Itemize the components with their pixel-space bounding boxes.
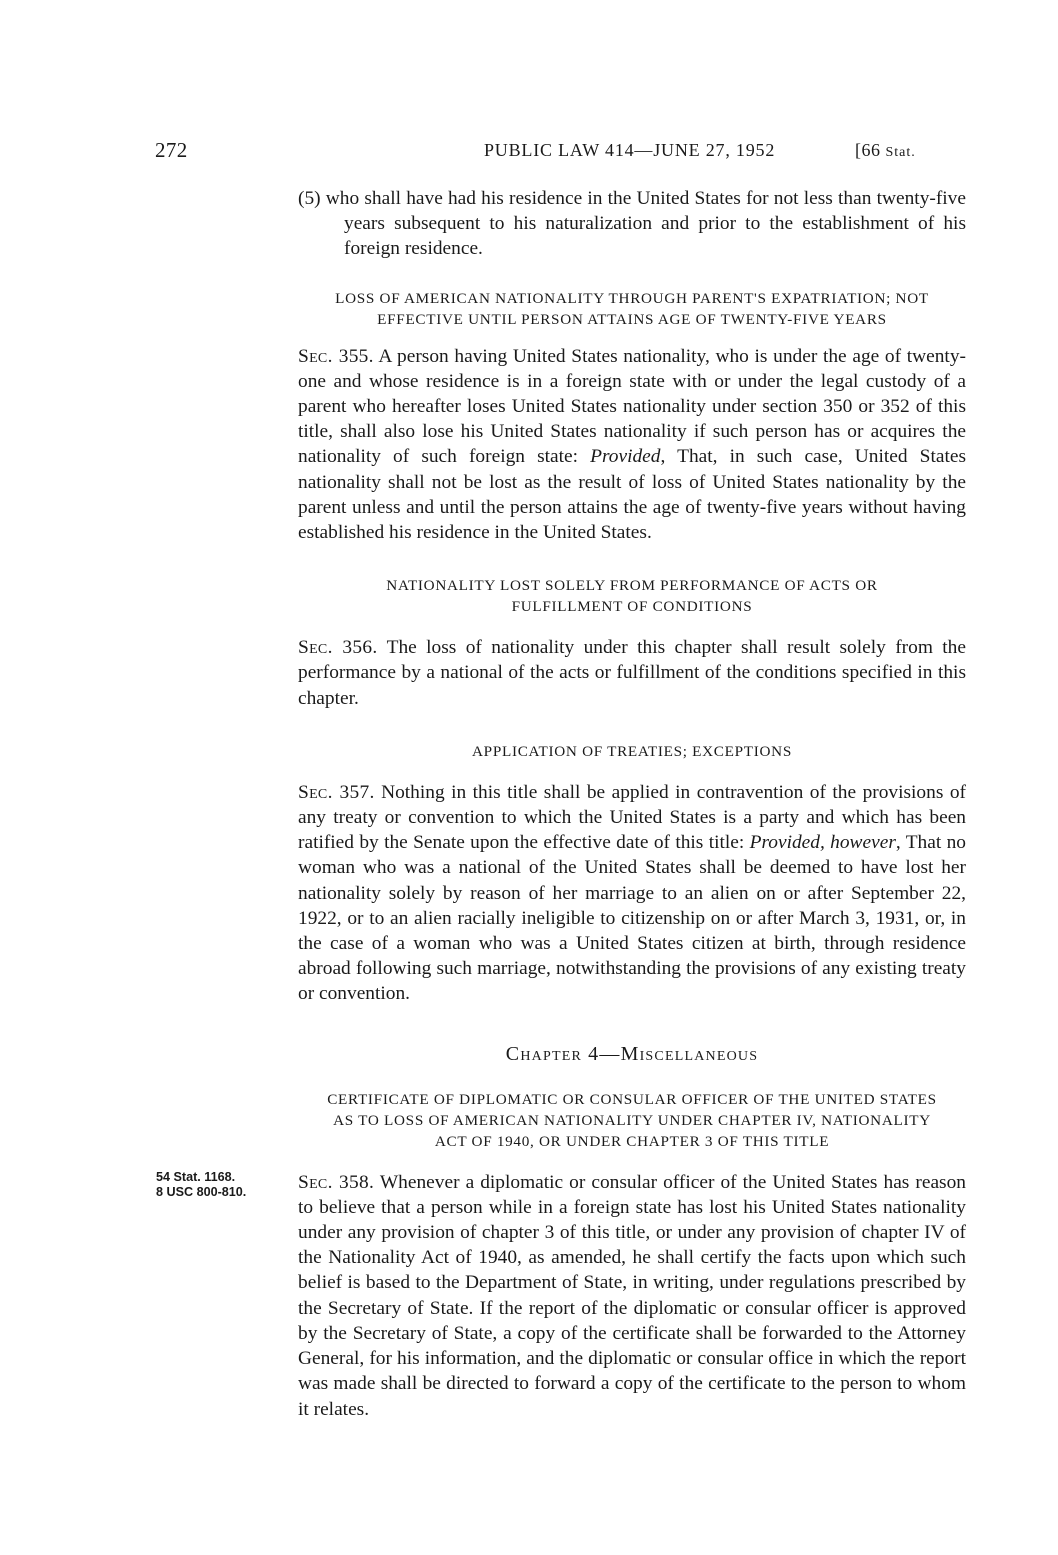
section-356-paragraph: [298, 635, 966, 711]
body-column: [298, 186, 966, 1422]
section-356-heading-line1: NATIONALITY LOST SOLELY FROM PERFORMANCE OF ACTS OR: [386, 577, 878, 595]
section-358-label: Sec. 358.: [298, 1171, 375, 1193]
statute-bracket: [66: [855, 140, 886, 160]
section-357-text-a: Nothing in this title shall be applied in contravention of the provisions of any treaty or convention to which the United States is a party and which has been ratified by the Senate upon the effective date of this title:: [298, 781, 966, 854]
marginal-note: [156, 1170, 291, 1200]
section-355-heading: [298, 288, 966, 330]
section-355-proviso: Provided: [590, 446, 661, 468]
running-head-title: PUBLIC LAW 414—JUNE 27, 1952: [484, 140, 776, 160]
section-355-label: Sec. 355.: [298, 345, 374, 367]
section-357-text-b: , That no woman who was a national of the United States shall be deemed to have lost her nationality solely by reason of her marriage to an alien on or after September 22, 1922, or to an alien racially ineligible to citizenship on or after March 3, 1931, or, in the case of a woman who was a United States citizen at birth, through residence abroad following such marriage, notwithstanding the provisions of any existing treaty or convention.: [298, 832, 966, 1005]
running-head-statute: [855, 140, 916, 161]
marginal-note-line1: 54 Stat. 1168.: [156, 1170, 236, 1184]
section-356-text: The loss of nationality under this chapter shall result solely from the performance by a national of the acts or fulfillment of the conditions specified in this chapter.: [298, 637, 966, 709]
section-358-heading-line1: CERTIFICATE OF DIPLOMATIC OR CONSULAR OFFICER OF THE UNITED STATES: [327, 1090, 937, 1108]
section-355-heading-line2: EFFECTIVE UNTIL PERSON ATTAINS AGE OF TWENTY-FIVE YEARS: [377, 310, 887, 328]
section-356-heading: [298, 575, 966, 617]
section-355-paragraph: [298, 344, 966, 546]
section-358-text: Whenever a diplomatic or consular officer of the United States has reason to believe that a person while in a foreign state has lost his United States nationality under any provision of chapter 3 of this title, or under any provision of chapter IV of the Nationality Act of 1940, as amended, he shall certify the facts upon which such belief is based to the Department of State, in writing, under regulations prescribed by the Secretary of State. If the report of the diplomatic or consular officer is approved by the Secretary of State, a copy of the certificate shall be forwarded to the Attorney General, for his information, and the diplomatic or consular office in which the report was made shall be directed to forward a copy of the certificate to the person to whom it relates.: [298, 1171, 966, 1420]
section-355-text-a: A person having United States nationality, who is under the age of twenty-one and whose residence is in a foreign state with or under the legal custody of a parent who hereafter loses United States nationality under section 350 or 352 of this title, shall also lose his United States nationality if such person has or acquires the nationality of such foreign state:: [298, 345, 966, 468]
section-355-text-b: , That, in such case, United States nationality shall not be lost as the result of loss of United States nationality by the parent unless and until the person attains the age of twenty-five years without having established his residence in the United States.: [298, 446, 966, 544]
section-358-heading-line3: ACT OF 1940, OR UNDER CHAPTER 3 OF THIS TITLE: [434, 1132, 830, 1150]
section-357-paragraph: [298, 780, 966, 1007]
section-358-heading-line2: AS TO LOSS OF AMERICAN NATIONALITY UNDER CHAPTER IV, NATIONALITY: [333, 1111, 931, 1129]
section-357-heading: APPLICATION OF TREATIES; EXCEPTIONS: [472, 742, 792, 760]
running-head: [0, 138, 1058, 164]
clause-5-paragraph: (5) who shall have had his residence in the United States for not less than twenty-five years subsequent to his naturalization and prior to the establishment of his foreign residence.: [298, 188, 966, 260]
chapter-4-heading: Chapter 4—Miscellaneous: [505, 1042, 759, 1065]
section-357-proviso: Provided, however: [749, 832, 896, 854]
section-358-paragraph: [298, 1170, 966, 1422]
marginal-note-line2: 8 USC 800-810.: [156, 1185, 247, 1199]
section-356-label: Sec. 356.: [298, 637, 378, 659]
section-358-heading: [298, 1089, 966, 1152]
section-356-heading-line2: FULFILLMENT OF CONDITIONS: [511, 598, 753, 616]
statute-smallcaps: Stat.: [885, 145, 916, 160]
section-357-label: Sec. 357.: [298, 781, 375, 803]
page-number: 272: [155, 138, 188, 162]
section-355-heading-line1: LOSS OF AMERICAN NATIONALITY THROUGH PARENT'S EXPATRIATION; NOT: [335, 289, 929, 307]
